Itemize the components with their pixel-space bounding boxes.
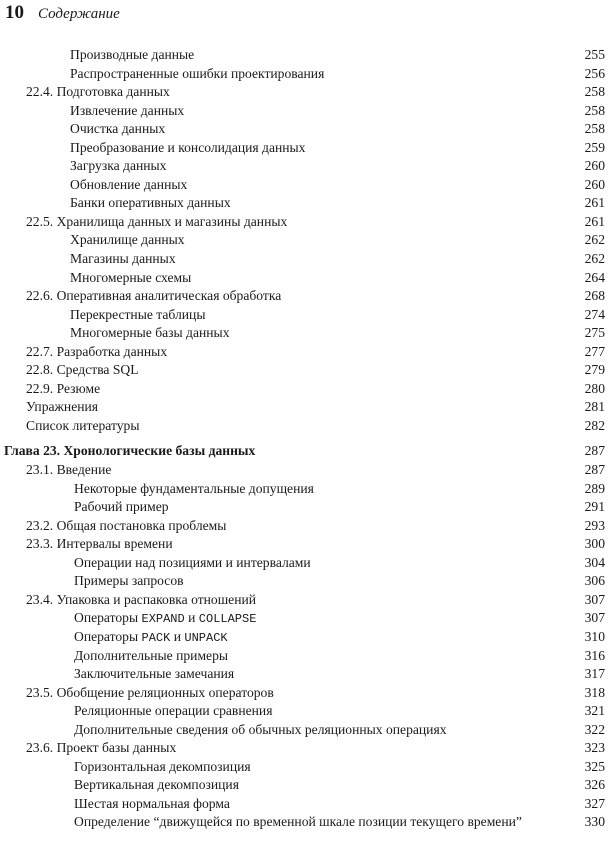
toc-entry-row	[0, 776, 615, 795]
toc-entry-title: Обновление данных	[70, 176, 188, 192]
toc-page-number: 330	[584, 814, 605, 830]
toc-entry-title: Глава 23. Хронологические базы данных	[4, 443, 256, 459]
toc-entry-row	[0, 647, 615, 666]
toc-entry-code: UNPACK	[184, 630, 228, 645]
toc-entry-row	[0, 120, 615, 139]
toc-entry-code: EXPAND	[141, 612, 185, 627]
toc-entry-row	[0, 361, 615, 380]
toc-entry-title: 23.4. Упаковка и распаковка отношений	[26, 591, 257, 607]
toc-page-number: 258	[584, 121, 605, 137]
toc-page-number: 291	[584, 499, 605, 515]
toc-entry-code: COLLAPSE	[198, 612, 257, 627]
toc-page-number: 268	[584, 288, 605, 304]
toc-page-number: 258	[584, 102, 605, 118]
toc-entry-row	[0, 65, 615, 84]
toc-entry-title: Распространенные ошибки проектирования	[70, 65, 325, 81]
toc-entry-title: Шестая нормальная форма	[74, 795, 230, 811]
toc-page-number: 293	[584, 517, 605, 533]
toc-page-number: 306	[584, 573, 605, 589]
toc-page-number: 258	[584, 84, 605, 100]
toc-page-number: 277	[584, 343, 605, 359]
toc-page-number: 279	[584, 362, 605, 378]
toc-entry-title: Перекрестные таблицы	[70, 306, 206, 322]
toc-page-number: 260	[584, 176, 605, 192]
toc-entry-title	[74, 628, 228, 648]
toc-entry-row	[0, 739, 615, 758]
toc-entry-row	[0, 380, 615, 399]
toc-entry-title: Заключительные замечания	[74, 666, 235, 682]
running-title: Содержание	[38, 6, 120, 22]
toc-page-number: 317	[584, 666, 605, 682]
section-gap	[0, 435, 615, 442]
toc-page-number: 262	[584, 251, 605, 267]
toc-entry-title: Производные данные	[70, 47, 195, 62]
toc-entry-row	[0, 665, 615, 684]
toc-entry-title: Определение “движущейся по временной шкале позиции текущего времени”	[74, 814, 522, 830]
toc-entry-row	[0, 250, 615, 269]
toc-page-number: 321	[584, 703, 605, 719]
toc-entry-row	[0, 628, 615, 647]
toc-entry-title: Магазины данных	[70, 251, 176, 267]
toc-entry-row	[0, 398, 615, 417]
toc-page-number: 264	[584, 269, 605, 285]
toc-entry-title: 22.6. Оперативная аналитическая обработка	[26, 288, 282, 304]
toc-entry-row	[0, 461, 615, 480]
toc-page-number: 282	[584, 417, 605, 433]
toc-entry-title-part: и	[184, 610, 199, 626]
toc-page-number: 275	[584, 325, 605, 341]
toc-entry-row	[0, 609, 615, 628]
toc-entry-title: 23.1. Введение	[26, 462, 112, 478]
toc-page-number: 307	[584, 591, 605, 607]
toc-entry-title: 22.7. Разработка данных	[26, 343, 168, 359]
toc-page-number: 322	[584, 721, 605, 737]
toc-page-number: 256	[584, 65, 605, 81]
toc-page-number: 255	[584, 47, 605, 62]
toc-entry-row	[0, 554, 615, 573]
toc-page-number: 261	[584, 195, 605, 211]
toc-entry-title: 22.8. Средства SQL	[26, 362, 139, 378]
toc-entry-row	[0, 157, 615, 176]
toc-entry-row	[0, 517, 615, 536]
toc-entry-row	[0, 83, 615, 102]
toc-entry-title: Извлечение данных	[70, 102, 185, 118]
table-of-contents	[0, 46, 615, 832]
toc-chapter-row	[0, 442, 615, 461]
toc-entry-row	[0, 535, 615, 554]
toc-entry-row	[0, 343, 615, 362]
toc-page-number: 327	[584, 795, 605, 811]
toc-entry-title: Примеры запросов	[74, 573, 184, 589]
toc-entry-title: Многомерные схемы	[70, 269, 192, 285]
toc-entry-title: 23.5. Обобщение реляционных операторов	[26, 684, 274, 700]
toc-entry-title: Дополнительные примеры	[74, 647, 229, 663]
toc-entry-row	[0, 795, 615, 814]
toc-page-number: 287	[584, 462, 605, 478]
toc-entry-title: Дополнительные сведения об обычных реляционных операциях	[74, 721, 447, 737]
toc-page-number: 300	[584, 536, 605, 552]
toc-entry-row	[0, 480, 615, 499]
toc-page-number: 326	[584, 777, 605, 793]
toc-entry-title: Очистка данных	[70, 121, 166, 137]
toc-entry-title: 22.4. Подготовка данных	[26, 84, 170, 100]
toc-entry-title-part: Операторы	[74, 628, 142, 644]
toc-entry-row	[0, 231, 615, 250]
toc-entry-title: 22.5. Хранилища данных и магазины данных	[26, 213, 288, 229]
toc-entry-row	[0, 139, 615, 158]
toc-entry-row	[0, 813, 615, 832]
toc-entry-title: Реляционные операции сравнения	[74, 703, 273, 719]
toc-page-number: 316	[584, 647, 605, 663]
toc-page-number: 274	[584, 306, 605, 322]
toc-page-number: 280	[584, 380, 605, 396]
toc-entry-title: Рабочий пример	[74, 499, 169, 515]
toc-entry-row	[0, 194, 615, 213]
toc-page-number: 304	[584, 554, 605, 570]
toc-page-number: 323	[584, 740, 605, 756]
toc-entry-title: Вертикальная декомпозиция	[74, 777, 239, 793]
page-header	[5, 2, 120, 24]
toc-entry-title: Многомерные базы данных	[70, 325, 230, 341]
toc-entry-row	[0, 572, 615, 591]
toc-page-number: 318	[584, 684, 605, 700]
toc-entry-title: Банки оперативных данных	[70, 195, 231, 211]
toc-page-number: 262	[584, 232, 605, 248]
toc-page-number: 287	[584, 443, 605, 459]
toc-entry-row	[0, 176, 615, 195]
toc-entry-code: PACK	[141, 630, 171, 645]
toc-entry-title: 23.2. Общая постановка проблемы	[26, 517, 227, 533]
toc-page-number: 281	[584, 399, 605, 415]
toc-entry-row	[0, 702, 615, 721]
toc-entry-row	[0, 102, 615, 121]
toc-page-number: 307	[584, 610, 605, 626]
toc-entry-title: 22.9. Резюме	[26, 380, 101, 396]
toc-entry-title: Упражнения	[26, 399, 99, 415]
toc-page-number: 289	[584, 480, 605, 496]
toc-entry-row	[0, 324, 615, 343]
toc-page-number: 261	[584, 213, 605, 229]
toc-entry-title: Операции над позициями и интервалами	[74, 554, 311, 570]
toc-entry-title: Хранилище данных	[70, 232, 185, 248]
toc-entry-title: 23.3. Интервалы времени	[26, 536, 173, 552]
toc-entry-row	[0, 269, 615, 288]
toc-entry-title: 23.6. Проект базы данных	[26, 740, 177, 756]
toc-entry-row	[0, 417, 615, 436]
toc-entry-title: Список литературы	[26, 417, 140, 433]
toc-entry-row	[0, 46, 615, 65]
toc-entry-row	[0, 498, 615, 517]
toc-page-number: 310	[584, 628, 605, 644]
toc-entry-title: Некоторые фундаментальные допущения	[74, 480, 314, 496]
toc-page-number: 259	[584, 139, 605, 155]
toc-page-number: 260	[584, 158, 605, 174]
toc-page-number: 325	[584, 758, 605, 774]
toc-entry-title-part: и	[170, 628, 185, 644]
toc-entry-row	[0, 306, 615, 325]
page-number: 10	[5, 2, 24, 23]
toc-entry-row	[0, 287, 615, 306]
toc-entry-title-part: Операторы	[74, 610, 142, 626]
toc-entry-title: Горизонтальная декомпозиция	[74, 758, 251, 774]
toc-entry-row	[0, 213, 615, 232]
toc-entry-row	[0, 591, 615, 610]
toc-entry-row	[0, 684, 615, 703]
toc-entry-row	[0, 758, 615, 777]
toc-entry-title: Преобразование и консолидация данных	[70, 139, 306, 155]
toc-entry-row	[0, 721, 615, 740]
toc-entry-title	[74, 609, 256, 629]
toc-entry-title: Загрузка данных	[70, 158, 167, 174]
